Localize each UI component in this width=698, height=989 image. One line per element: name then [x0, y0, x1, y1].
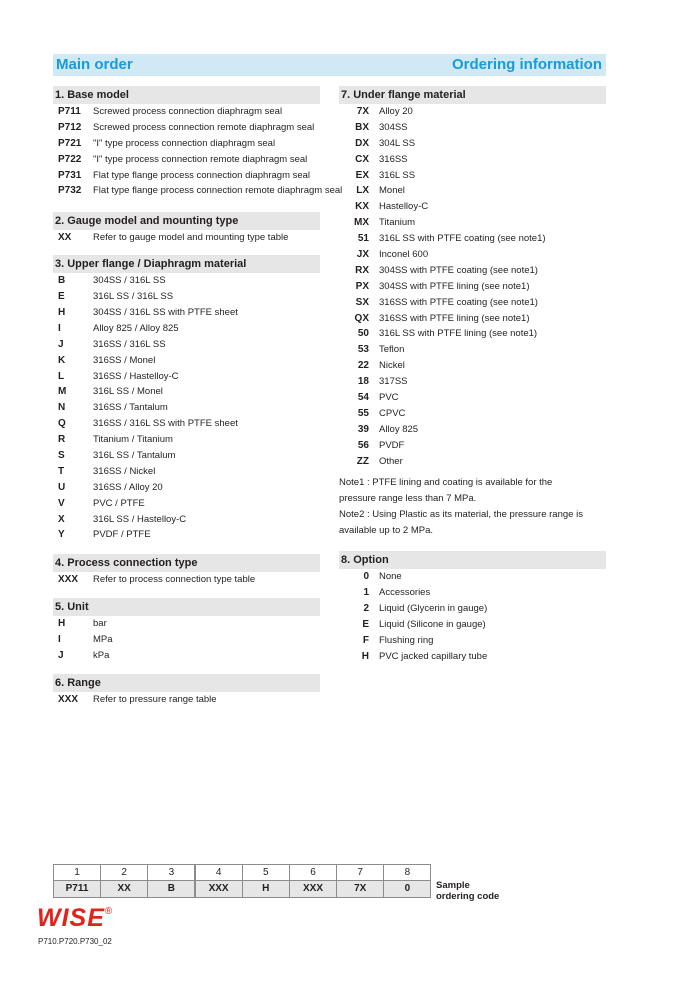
option-row — [339, 247, 606, 263]
option-row — [53, 104, 320, 120]
option-code: QX — [354, 312, 369, 324]
option-code: J — [58, 338, 64, 350]
option-description: Inconel 600 — [379, 249, 429, 261]
option-code: K — [58, 354, 66, 366]
option-code: 55 — [357, 407, 369, 419]
option-code: P711 — [58, 106, 81, 117]
option-row — [53, 353, 320, 369]
notes — [339, 475, 606, 539]
section-5 — [53, 598, 320, 664]
logo-text: WISE — [37, 904, 105, 932]
option-description: 317SS — [379, 376, 408, 388]
option-code: JX — [356, 249, 369, 261]
note-line-continued: pressure range less than 7 MPa. — [339, 493, 477, 505]
ordering-information-title: Ordering information — [452, 56, 602, 73]
code-position-value: P711 — [54, 881, 100, 897]
option-description: Alloy 825 / Alloy 825 — [93, 322, 179, 334]
option-row — [339, 104, 606, 120]
option-description: PVDF — [379, 439, 405, 451]
code-position-number: 8 — [384, 865, 430, 881]
code-position-number: 6 — [290, 865, 336, 881]
option-row — [53, 632, 320, 648]
option-row — [339, 633, 606, 649]
option-description: Teflon — [379, 344, 405, 356]
option-description: None — [379, 571, 402, 583]
option-description: 316SS / Hastelloy-C — [93, 370, 179, 382]
option-code: 7X — [356, 106, 369, 117]
option-code: P732 — [58, 185, 82, 197]
sample-label-line2: ordering code — [436, 891, 500, 902]
option-description: 316SS / Tantalum — [93, 402, 168, 414]
option-row — [339, 311, 606, 327]
option-code: DX — [355, 137, 369, 149]
option-row — [339, 279, 606, 295]
option-description: 316SS / 316L SS with PTFE sheet — [93, 418, 238, 430]
section-1 — [53, 86, 343, 199]
option-row — [53, 289, 320, 305]
option-row — [53, 321, 320, 337]
code-position-box — [53, 864, 101, 898]
option-description: PVC — [379, 392, 399, 404]
option-row — [53, 305, 320, 321]
sample-ordering-code-label — [436, 880, 499, 902]
option-code: T — [58, 465, 65, 477]
option-description: Flat type flange process connection diaphragm seal — [93, 169, 311, 181]
option-row — [53, 400, 320, 416]
option-row — [339, 168, 606, 184]
option-description: 316SS with PTFE lining (see note1) — [379, 312, 530, 324]
section-title: 7. Under flange material — [339, 86, 606, 104]
option-row — [339, 374, 606, 390]
option-description: 316L SS — [379, 169, 416, 181]
option-code: XX — [58, 232, 72, 244]
option-description: 316L SS with PTFE lining (see note1) — [379, 328, 538, 340]
section-1 — [339, 86, 606, 539]
option-row — [53, 527, 320, 543]
option-row — [339, 569, 606, 585]
code-position-value: B — [148, 881, 194, 897]
section-2 — [53, 212, 320, 246]
option-description: Accessories — [379, 587, 431, 598]
option-code: 54 — [357, 392, 369, 404]
option-code: X — [58, 513, 65, 525]
option-code: H — [58, 618, 66, 630]
option-row — [339, 120, 606, 136]
code-position-box — [383, 864, 431, 898]
option-description: 304SS / 316L SS with PTFE sheet — [93, 307, 238, 319]
option-row — [339, 183, 606, 199]
option-description: 316L SS / Monel — [93, 386, 163, 398]
option-code: P721 — [58, 137, 82, 149]
section-2 — [339, 551, 606, 664]
option-row — [339, 326, 606, 342]
option-code: P722 — [58, 153, 82, 165]
option-code: CX — [355, 153, 369, 165]
section-4 — [53, 554, 320, 588]
option-row — [339, 406, 606, 422]
option-row — [339, 215, 606, 231]
option-code: SX — [355, 296, 369, 308]
option-row — [53, 152, 320, 168]
option-code: 0 — [363, 571, 369, 583]
section-title: 6. Range — [53, 674, 320, 692]
section-title: 4. Process connection type — [53, 554, 320, 572]
code-position-value: XXX — [290, 881, 336, 897]
option-code: EX — [355, 169, 369, 181]
option-row — [53, 648, 320, 664]
option-code: PX — [355, 280, 369, 292]
option-description: CPVC — [379, 407, 406, 419]
option-row — [53, 692, 320, 708]
option-row — [339, 358, 606, 374]
code-position-box — [289, 864, 337, 898]
option-code: E — [362, 618, 369, 630]
option-description: 316L SS with PTFE coating (see note1) — [379, 233, 546, 245]
code-position-box — [100, 864, 148, 898]
option-description: Hastelloy-C — [379, 201, 429, 213]
option-code: J — [58, 650, 64, 662]
option-row — [339, 438, 606, 454]
option-row — [53, 416, 320, 432]
option-code: XXX — [58, 574, 79, 586]
left-column — [53, 86, 343, 708]
code-position-number: 5 — [243, 865, 289, 881]
registered-mark: ® — [104, 906, 114, 917]
option-code: ZZ — [356, 455, 369, 467]
option-description: 304SS with PTFE coating (see note1) — [379, 264, 538, 276]
option-row — [53, 120, 320, 136]
option-description: Other — [379, 455, 403, 467]
option-code: L — [58, 370, 65, 382]
option-description: Flat type flange process connection remote diaphragm seal — [93, 185, 343, 197]
wise-logo — [37, 904, 113, 933]
option-code: B — [58, 275, 66, 287]
sample-label-line1: Sample — [436, 880, 470, 891]
option-description: 316SS with PTFE coating (see note1) — [379, 296, 538, 308]
option-description: Refer to process connection type table — [93, 574, 256, 586]
option-code: BX — [355, 121, 369, 133]
option-description: 316SS / Nickel — [93, 465, 156, 477]
option-description: PVC jacked capillary tube — [379, 650, 488, 662]
right-column — [339, 86, 606, 664]
header-banner — [53, 54, 606, 76]
option-description: MPa — [93, 634, 113, 646]
option-description: 304SS — [379, 121, 408, 133]
code-position-number: 3 — [148, 865, 194, 881]
option-code: I — [58, 634, 61, 646]
option-code: 39 — [357, 423, 369, 435]
code-position-number: 1 — [54, 865, 100, 881]
option-description: 316SS / Monel — [93, 354, 156, 366]
option-row — [53, 496, 320, 512]
option-description: PVC / PTFE — [93, 497, 145, 509]
option-code: Q — [58, 418, 66, 430]
code-position-value: XX — [101, 881, 147, 897]
option-code: N — [58, 402, 66, 414]
option-description: bar — [93, 618, 107, 630]
option-description: "I" type process connection diaphragm seal — [93, 137, 276, 149]
option-description: Liquid (Glycerin in gauge) — [379, 602, 488, 614]
option-row — [53, 273, 320, 289]
option-description: Refer to gauge model and mounting type table — [93, 232, 289, 244]
option-code: P731 — [58, 169, 82, 181]
code-position-value: 0 — [384, 881, 430, 897]
option-row — [53, 230, 320, 246]
option-description: Titanium — [379, 217, 416, 229]
option-row — [339, 617, 606, 633]
option-code: RX — [355, 264, 369, 276]
option-row — [339, 263, 606, 279]
option-code: LX — [356, 185, 369, 197]
option-description: Screwed process connection remote diaphragm seal — [93, 121, 315, 133]
option-row — [53, 572, 320, 588]
option-row — [339, 585, 606, 601]
option-code: KX — [355, 201, 369, 213]
option-row — [339, 152, 606, 168]
option-code: XXX — [58, 693, 79, 705]
document-code: P710.P720.P730_02 — [38, 937, 112, 946]
code-position-box — [336, 864, 384, 898]
code-position-value: XXX — [196, 881, 242, 897]
option-description: Alloy 20 — [379, 106, 413, 117]
option-code: 1 — [363, 587, 369, 598]
option-code: 22 — [357, 360, 369, 372]
option-code: 56 — [357, 439, 369, 451]
option-row — [339, 649, 606, 665]
option-code: 50 — [357, 328, 369, 340]
option-row — [339, 342, 606, 358]
option-row — [53, 136, 320, 152]
option-row — [53, 337, 320, 353]
option-description: Refer to pressure range table — [93, 693, 217, 705]
option-description: Alloy 825 — [379, 423, 419, 435]
option-code: V — [58, 497, 65, 509]
option-row — [53, 512, 320, 528]
section-3 — [53, 255, 320, 543]
option-description: 304SS / 316L SS — [93, 275, 166, 287]
option-code: 18 — [357, 376, 369, 388]
section-title: 5. Unit — [53, 598, 320, 616]
section-6 — [53, 674, 320, 708]
option-row — [53, 616, 320, 632]
option-description: kPa — [93, 650, 110, 662]
option-row — [339, 454, 606, 470]
option-description: Screwed process connection diaphragm seal — [93, 106, 283, 117]
option-description: Nickel — [379, 360, 405, 372]
option-description: "I" type process connection remote diaphragm seal — [93, 153, 308, 165]
code-position-number: 4 — [196, 865, 242, 881]
option-code: 2 — [363, 602, 369, 614]
main-order-title: Main order — [56, 56, 133, 73]
section-title: 3. Upper flange / Diaphragm material — [53, 255, 320, 273]
option-row — [53, 464, 320, 480]
option-code: P712 — [58, 121, 82, 133]
option-code: R — [58, 434, 66, 446]
option-description: 316L SS / 316L SS — [93, 291, 174, 303]
option-description: Liquid (Silicone in gauge) — [379, 618, 486, 630]
option-row — [53, 384, 320, 400]
option-code: Y — [58, 529, 65, 541]
option-code: 53 — [357, 344, 369, 356]
option-description: 304L SS — [379, 137, 416, 149]
option-code: S — [58, 450, 65, 462]
code-position-value: H — [243, 881, 289, 897]
option-description: 304SS with PTFE lining (see note1) — [379, 280, 530, 292]
note-line: Note1 : PTFE lining and coating is available for the — [339, 477, 553, 489]
option-description: PVDF / PTFE — [93, 529, 151, 541]
option-code: I — [58, 322, 61, 334]
code-position-number: 2 — [101, 865, 147, 881]
note-line: Note2 : Using Plastic as its material, the pressure range is — [339, 509, 583, 521]
option-description: 316L SS / Hastelloy-C — [93, 513, 187, 525]
option-row — [339, 231, 606, 247]
option-description: 316SS / Alloy 20 — [93, 481, 163, 493]
option-row — [53, 432, 320, 448]
code-position-box — [195, 864, 243, 898]
option-row — [339, 199, 606, 215]
option-row — [339, 390, 606, 406]
option-row — [339, 295, 606, 311]
note-line-continued: available up to 2 MPa. — [339, 525, 434, 537]
option-description: Flushing ring — [379, 634, 434, 646]
option-code: M — [58, 386, 67, 398]
option-code: H — [58, 307, 66, 319]
option-row — [53, 480, 320, 496]
option-description: 316SS / 316L SS — [93, 338, 166, 350]
option-description: Titanium / Titanium — [93, 434, 173, 446]
option-code: H — [361, 650, 369, 662]
option-description: 316L SS / Tantalum — [93, 450, 176, 462]
option-code: U — [58, 481, 66, 493]
option-code: MX — [354, 217, 369, 229]
code-position-value: 7X — [337, 881, 383, 897]
option-row — [339, 136, 606, 152]
section-title: 2. Gauge model and mounting type — [53, 212, 320, 230]
code-position-box — [242, 864, 290, 898]
option-row — [339, 601, 606, 617]
option-row — [339, 422, 606, 438]
option-code: 51 — [357, 233, 369, 245]
code-position-number: 7 — [337, 865, 383, 881]
section-title: 1. Base model — [53, 86, 320, 104]
option-code: F — [362, 634, 369, 646]
option-description: Monel — [379, 185, 405, 197]
option-code: E — [58, 291, 65, 303]
code-position-box — [147, 864, 195, 898]
option-description: 316SS — [379, 153, 408, 165]
option-row — [53, 369, 320, 385]
section-title: 8. Option — [339, 551, 606, 569]
option-row — [53, 168, 320, 184]
option-row — [53, 183, 343, 199]
option-row — [53, 448, 320, 464]
